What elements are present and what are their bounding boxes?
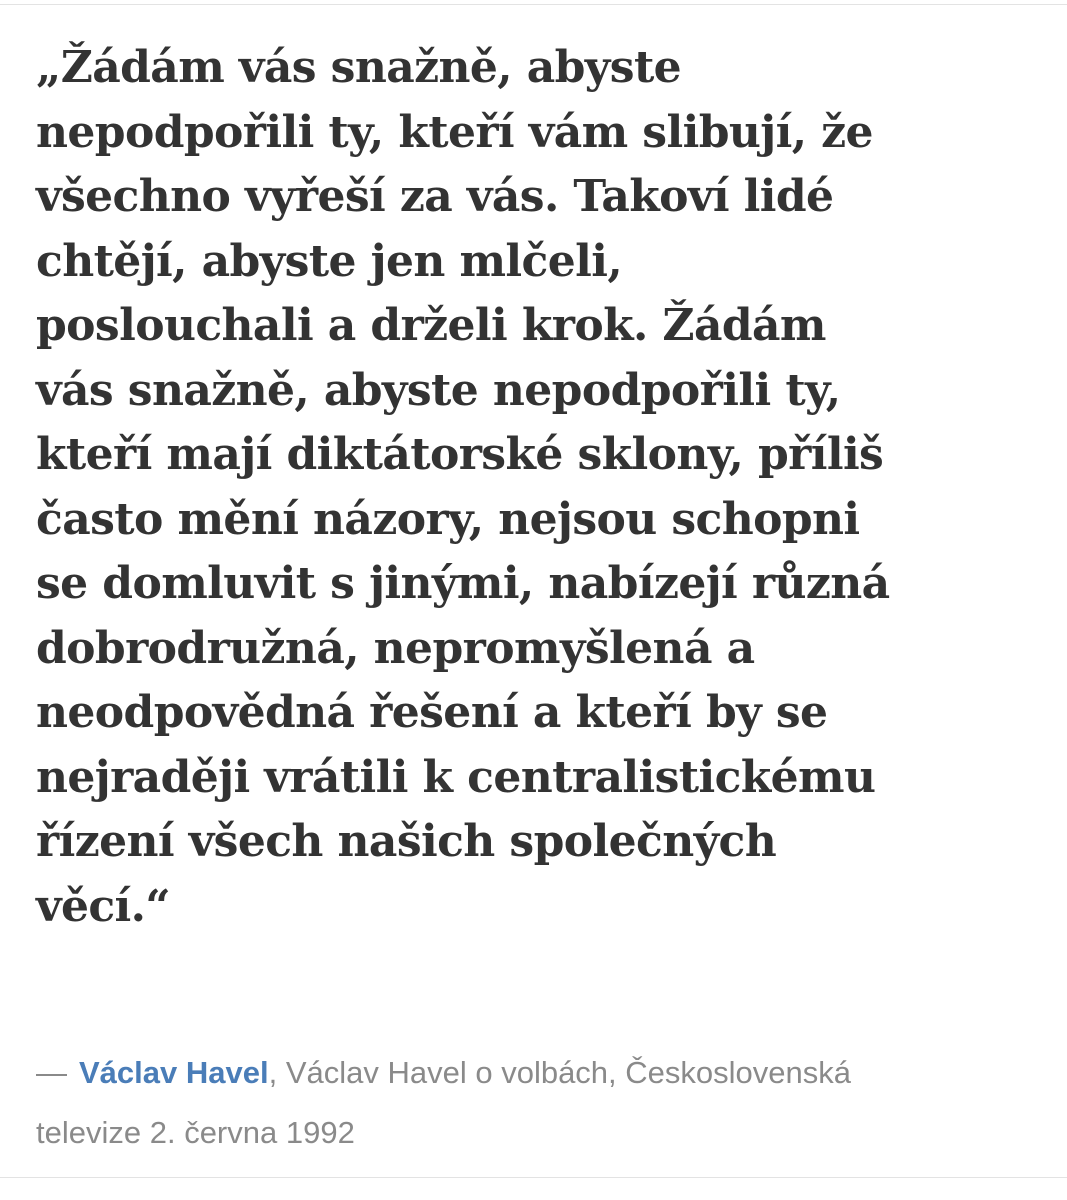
quote-line: řízení všech našich společných [36, 816, 777, 867]
attribution-line-1 [36, 1043, 1036, 1103]
quote-line: věcí.“ [36, 880, 171, 932]
author-link[interactable]: Václav Havel [79, 1055, 269, 1090]
quote-line: chtějí, abyste jen mlčeli, [36, 235, 623, 287]
quote-line: se domluvit s jinými, nabízejí různá [36, 558, 890, 609]
quote-line: poslouchali a drželi krok. Žádám [36, 300, 826, 351]
quote-line: všechno vyřeší za vás. Takoví lidé [36, 171, 834, 222]
quote-line: „Žádám vás snažně, abyste [36, 42, 682, 93]
top-divider [0, 4, 1067, 5]
quote-block [36, 36, 1046, 939]
quote-line: nejraději vrátili k centralistickému [36, 751, 876, 803]
quote-line: vás snažně, abyste nepodpořili ty, [36, 364, 841, 416]
quote-line: často mění názory, nejsou schopni [36, 493, 860, 545]
source-text: , Václav Havel o volbách, Československá [268, 1055, 851, 1090]
quote-line: kteří mají diktátorské sklony, příliš [36, 429, 884, 480]
em-dash: — [36, 1055, 67, 1090]
bottom-divider [0, 1177, 1067, 1178]
quote-line: neodpovědná řešení a kteří by se [36, 687, 828, 738]
quote-attribution [36, 1043, 1036, 1163]
quote-line: dobrodružná, nepromyšlená a [36, 622, 755, 674]
quote-line: nepodpořili ty, kteří vám slibují, že [36, 106, 873, 158]
attribution-line-2: televize 2. června 1992 [36, 1115, 355, 1150]
